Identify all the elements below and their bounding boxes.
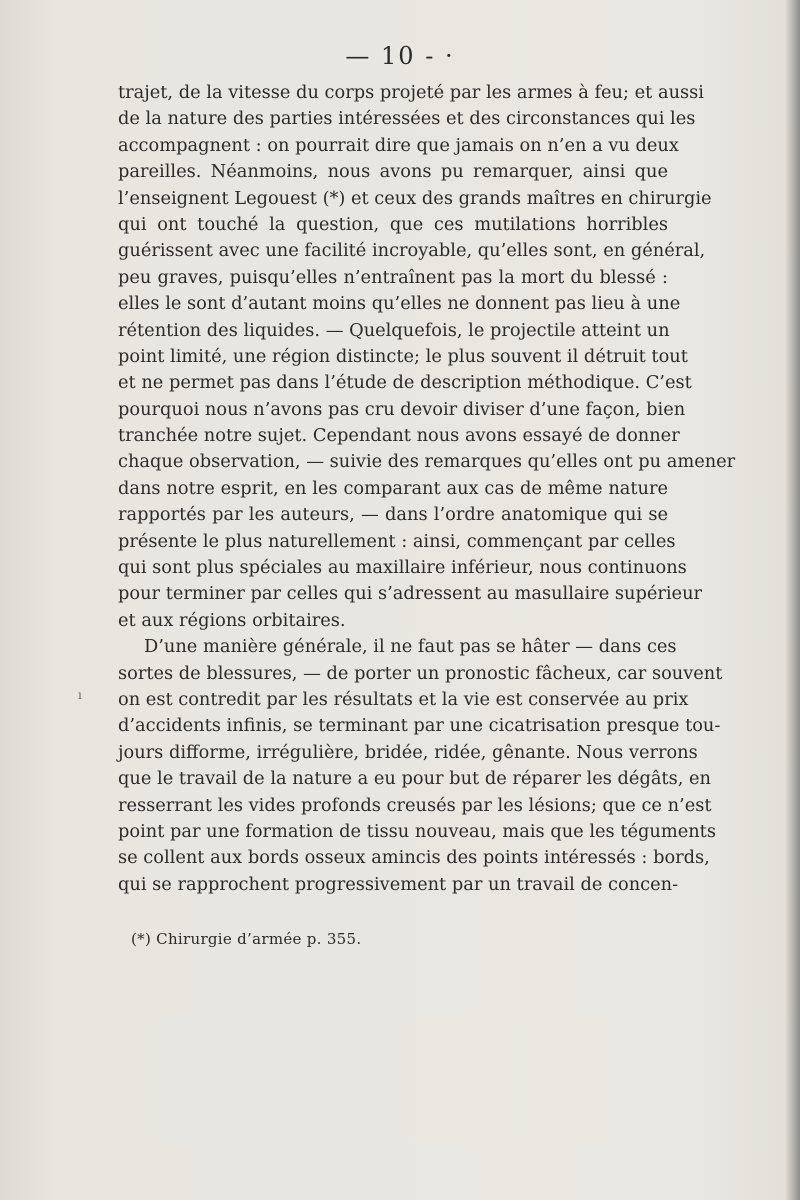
text-line: sortes de blessures, — de porter un pronostic fâcheux, car souvent [118,662,723,684]
text-line: et ne permet pas dans l’étude de description méthodique. C’est [118,372,692,394]
text-line: et aux régions orbitaires. [118,609,346,631]
text-line: on est contredit par les résultats et la vie est conservée au prix [118,688,689,710]
text-line: guérissent avec une facilité incroyable, qu’elles sont, en général, [118,240,706,262]
text-line: d’accidents infinis, se terminant par une cicatrisation presque tou- [118,715,721,737]
text-line: de la nature des parties intéressées et des circonstances qui les [118,108,696,130]
text-line: rétention des liquides. — Quelquefois, le projectile atteint un [118,319,670,341]
text-line: resserrant les vides profonds creusés par les lésions; que ce n’est [118,794,712,816]
text-line: que le travail de la nature a eu pour but de réparer les dégâts, en [118,768,711,790]
text-line: pour terminer par celles qui s’adressent au masullaire supérieur [118,583,703,605]
text-line: accompagnent : on pourrait dire que jamais on n’en a vu deux [118,134,679,156]
text-line: point par une formation de tissu nouveau, mais que les téguments [118,820,716,842]
text-line: trajet, de la vitesse du corps projeté par les armes à feu; et aussi [118,82,704,103]
text-line: elles le sont d’autant moins qu’elles ne donnent pas lieu à une [118,293,681,315]
text-line: tranchée notre sujet. Cependant nous avons essayé de donner [118,425,680,447]
text-line: se collent aux bords osseux amincis des points intéressés : bords, [118,847,710,869]
text-line: point limité, une région distincte; le plus souvent il détruit tout [118,345,688,367]
text-line: D’une manière générale, il ne faut pas se hâter — dans ces [144,636,677,658]
text-line: peu graves, puisqu’elles n’entraînent pas la mort du blessé : [118,266,668,288]
text-line: qui sont plus spéciales au maxillaire inférieur, nous continuons [118,557,687,579]
body-text [118,80,736,898]
text-line: chaque observation, — suivie des remarques qu’elles ont pu amener [118,451,736,473]
page-number: — 10 - · [345,42,455,70]
text-line: pourquoi nous n’avons pas cru devoir diviser d’une façon, bien [118,398,686,420]
text-line: qui se rapprochent progressivement par un travail de concen- [118,873,679,895]
text-line: dans notre esprit, en les comparant aux cas de même nature [118,477,668,499]
footnote: (*) Chirurgie d’armée p. 355. [131,930,362,948]
text-line: rapportés par les auteurs, — dans l’ordre anatomique qui se [118,504,668,526]
margin-speck: ı [78,688,82,702]
text-line: qui ont touché la question, que ces mutilations horribles [118,213,668,235]
text-line: présente le plus naturellement : ainsi, commençant par celles [118,530,676,552]
text-line: pareilles. Néanmoins, nous avons pu remarquer, ainsi que [118,161,668,183]
text-line: jours difforme, irrégulière, bridée, ridée, gênante. Nous verrons [118,741,698,763]
text-line: l’enseignent Legouest (*) et ceux des grands maîtres en chirurgie [118,187,712,209]
